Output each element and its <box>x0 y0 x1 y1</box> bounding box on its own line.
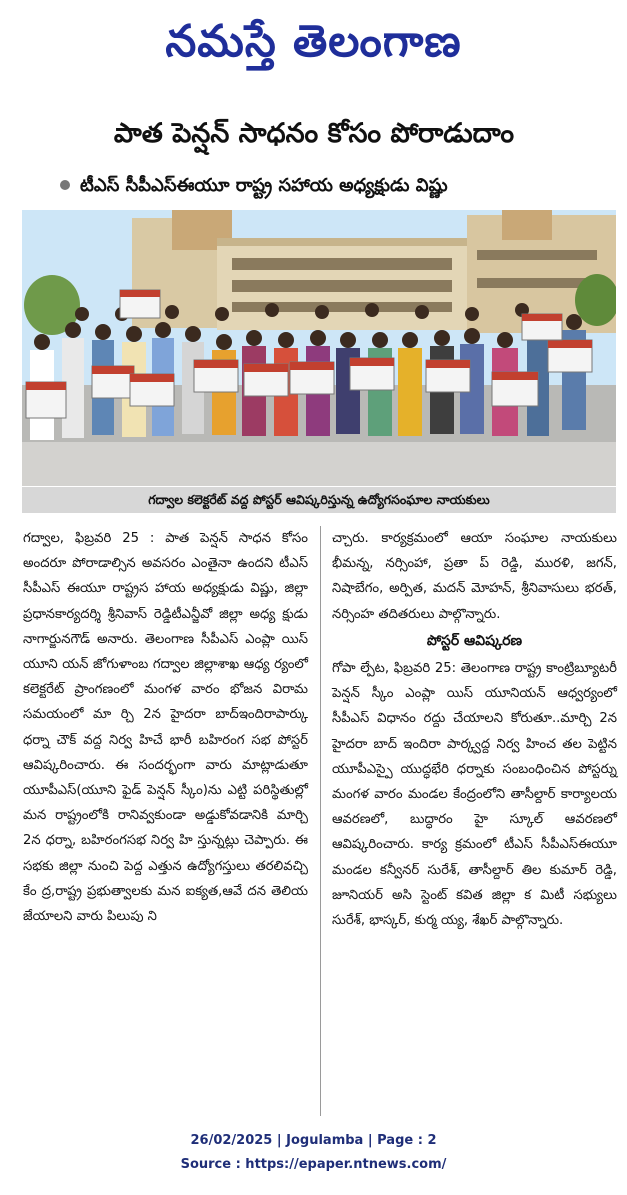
article-column-right <box>332 526 617 933</box>
article-paragraph: చ్చారు. కార్యక్రమంలో ఆయా సంఘాల నాయకులు భీమన్న, నర్సింహా, ప్రతా ప్ రెడ్డి, మురళి, జగన్, నిషాబేగం, అర్పిత, మదన్ మోహన్, శ్రీనివాసులు భరత్, నర్సింహ తదితరులు పాల్గొన్నారు. <box>332 531 617 622</box>
article-headline: పాత పెన్షన్ సాధనం కోసం పోరాడుదాం <box>113 118 515 149</box>
subsection-title: పోస్టర్ ఆవిష్కరణ <box>426 632 523 649</box>
article-photo <box>22 210 616 486</box>
column-divider <box>320 526 321 1116</box>
article-paragraph: గోపా ల్పేట, ఫిబ్రవరి 25: తెలంగాణ రాష్ట్ర కాంట్రిబ్యూటరీ పెన్షన్ స్కీం ఎంప్లా యిస్ యూనియన్ ఆధ్వర్యంలో సీపీఎస్ విధానం రద్దు చేయాలని కోరుతూ..మార్చి 2న హైదరా బాద్ ఇందిరా పార్క్వద్ద నిర్వ హించ తల పెట్టిన యూపీఎస్పై యుద్ధభేరి ధర్నాకు సంబంధించిన పోస్టర్ను మంగళ వారం మండల కేంద్రంలోని తాసీల్దార్ కార్యాలయ ఆవరణలో, బుద్ధారం హై స్కూల్ ఆవరణలో ఆవిష్కరించారు. కార్య క్రమంలో టీఎస్ సీపీఎస్ఈయూ మండల కన్వీనర్ సురేశ్, తాసీల్దార్ తిల కుమార్ రెడ్డి, జూనియర్ అసి స్టెంట్ కవిత జిల్లా క మిటీ సభ్యులు సురేశ్, భాస్కర్, కుర్మ య్య, శేఖర్ పాల్గొన్నారు. <box>332 661 617 929</box>
footer-date-edition: 26/02/2025 | Jogulamba | Page : 2 <box>190 1133 437 1148</box>
masthead-title: నమస్తే తెలంగాణ <box>165 16 462 67</box>
bullet-icon <box>60 180 70 190</box>
footer-source[interactable]: Source : https://epaper.ntnews.com/ <box>180 1157 447 1172</box>
article-column-left <box>23 526 308 929</box>
photo-caption: గద్వాల కలెక్టరేట్ వద్ద పోస్టర్ ఆవిష్కరిస్తున్న ఉద్యోగసంఘాల నాయకులు <box>148 492 490 507</box>
article-paragraph: గద్వాల, ఫిబ్రవరి 25 : పాత పెన్షన్ సాధన కోసం అందరూ పోరాడాల్సిన అవసరం ఎంతైనా ఉందని టీఎస్ సీపీఎస్ ఈయూ రాష్ట్రస హాయ అధ్యక్షుడు విష్ణు, జిల్లా ప్రధానకార్యదర్శి శ్రీనివాస్ రెడ్డిటీఎన్జీవో జిల్లా అధ్య క్షుడు నాగార్జునగౌడ్ అనారు. తెలంగాణ సీపీఎస్ ఎంప్లా యిస్ యూని యన్ జోగుళాంబ గద్వాల జిల్లాశాఖ ఆధ్య ర్యంలో కలెక్టరేట్ ప్రాంగణంలో మంగళ వారం భోజన విరామ సమయంలో మా ర్చి 2న హైదరా బాద్ఇందిరాపార్కు ధర్నా చౌక్ వద్ద నిర్వ హిచే భారీ బహిరంగ సభ పోస్టర్ ఆవిష్కరించారు. ఈ సందర్భంగా వారు మాట్లాడుతూ యూపీఎస్(యూని ఫైడ్ పెన్షన్ స్కీం)ను ఎట్టి పరిస్థితుల్లో మన రాష్ట్రంలోకి రానివ్వకుండా అడ్డుకోవడానికి మార్చి 2న ధర్నా, బహిరంగసభ నిర్వ హి స్తున్నట్లు చెప్పారు. ఈ సభకు జిల్లా నుంచి పెద్ద ఎత్తున ఉద్యోగస్తులు తరలివచ్చి కేం ద్ర,రాష్ట్ర ప్రభుత్వాలకు మన ఐక్యత,ఆవే దన తెలియ జేయాలని వారు పిలుపు ని <box>23 531 308 925</box>
photo-illustration <box>22 210 616 486</box>
article-subhead: టీఎస్ సీపీఎస్ఈయూ రాష్ట్ర సహాయ అధ్యక్షుడు విష్ణు <box>80 175 448 196</box>
